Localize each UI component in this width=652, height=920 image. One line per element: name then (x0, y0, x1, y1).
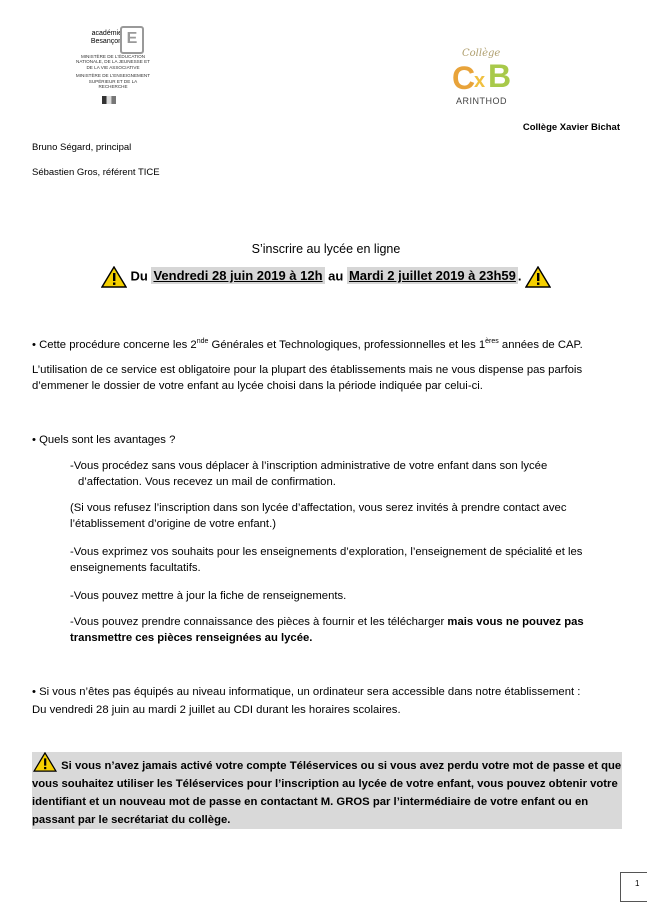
date-range (0, 266, 652, 288)
ministry-line-2: MINISTÈRE DE L'ENSEIGNEMENT SUPÉRIEUR ET DE LA RECHERCHE (75, 73, 151, 90)
computer-access-line-2: Du vendredi 28 juin au mardi 2 juillet au CDI durant les horaires scolaires. (32, 704, 401, 716)
page-number: 1 (635, 879, 640, 888)
intro-paragraph-2: L’utilisation de ce service est obligatoire pour la plupart des établissements mais ne vous dispense pas parfois d’emmener le dossier de votre enfant au lycée choisi dans la période indiquée par celui-ci. (32, 364, 583, 392)
computer-access-line-1: • Si vous n’êtes pas équipés au niveau informatique, un ordinateur sera accessible dans notre établissement : (32, 686, 581, 698)
dates-middle: au (328, 268, 344, 284)
republic-flag-icon (102, 96, 116, 104)
intro-text-a: • Cette procédure concerne les 2 (32, 338, 197, 351)
college-name: Collège Xavier Bichat (522, 122, 620, 133)
author-tice: Sébastien Gros, référent TICE (32, 167, 160, 178)
advantage-item-3: -Vous exprimez vos souhaits pour les enseignements d’exploration, l’enseignement de spécialité et les enseignements facultatifs. (70, 546, 583, 574)
intro-text-c: années de CAP. (498, 338, 583, 351)
advantage-item-5-bold: mais vous ne pouvez pas transmettre ces pièces renseignées au lycée. (70, 616, 584, 644)
advantage-item-4: -Vous pouvez mettre à jour la fiche de renseignements. (70, 590, 347, 602)
ministry-line-1: MINISTÈRE DE L'ÉDUCATION NATIONALE, DE LA JEUNESSE ET DE LA VIE ASSOCIATIVE (76, 54, 150, 70)
date-end: Mardi 2 juillet 2019 à 23h59 (348, 268, 516, 284)
author-principal: Bruno Ségard, principal (32, 142, 132, 153)
page-title: S’inscrire au lycée en ligne (251, 242, 401, 256)
advantage-item-5 (70, 614, 624, 646)
warning-icon (525, 266, 551, 288)
college-logo-x: x (474, 70, 486, 92)
date-start: Vendredi 28 juin 2019 à 12h (153, 268, 323, 284)
intro-text-b: Générales et Technologiques, professionnelles et les 1 (208, 338, 486, 351)
teleservices-notice-text: Si vous n’avez jamais activé votre compte Téléservices ou si vous avez perdu votre mot de passe et que vous souhaitez utiliser les Téléservices pour l’inscription au lycée de votre enfant, vous pouvez obtenir votre identifiant et un nouveau mot de passe en contactant M. GROS par l’intermédiaire de votre enfant ou en passant par le secrétariat du collège. (32, 760, 622, 826)
advantage-item-1-line-1: -Vous procédez sans vous déplacer à l’inscription administrative de votre enfant dans son lycée (70, 460, 548, 472)
academie-name: académie Besançon (90, 30, 122, 45)
intro-sup-1: nde (196, 338, 209, 345)
teleservices-notice (32, 752, 622, 829)
college-logo-b: B (488, 58, 512, 94)
warning-icon (101, 266, 127, 288)
college-logo-script: Collège (462, 48, 501, 59)
dates-suffix: . (517, 268, 522, 284)
ministry-lines (74, 54, 152, 89)
college-logo (448, 48, 528, 112)
advantages-heading: • Quels sont les avantages ? (32, 434, 176, 446)
college-logo-name: ARINTHOD (456, 96, 507, 106)
advantage-item-5-text: -Vous pouvez prendre connaissance des pièces à fournir et les télécharger (70, 616, 448, 628)
intro-sup-2: ères (485, 338, 499, 345)
advantage-item-1-line-2: d’affectation. Vous recevez un mail de confirmation. (78, 476, 336, 488)
academie-e-icon: E (120, 26, 144, 54)
advantage-item-1 (70, 458, 624, 490)
college-logo-c: C (452, 60, 476, 96)
intro-paragraph-1 (32, 334, 624, 353)
dates-prefix: Du (130, 268, 148, 284)
advantage-item-2: (Si vous refusez l’inscription dans son lycée d’affectation, vous serez invités à prendre contact avec l’établissement d’origine de votre enfant.) (70, 502, 567, 530)
warning-icon (32, 752, 58, 772)
page-number-box (620, 872, 647, 902)
academie-logo (74, 22, 152, 112)
